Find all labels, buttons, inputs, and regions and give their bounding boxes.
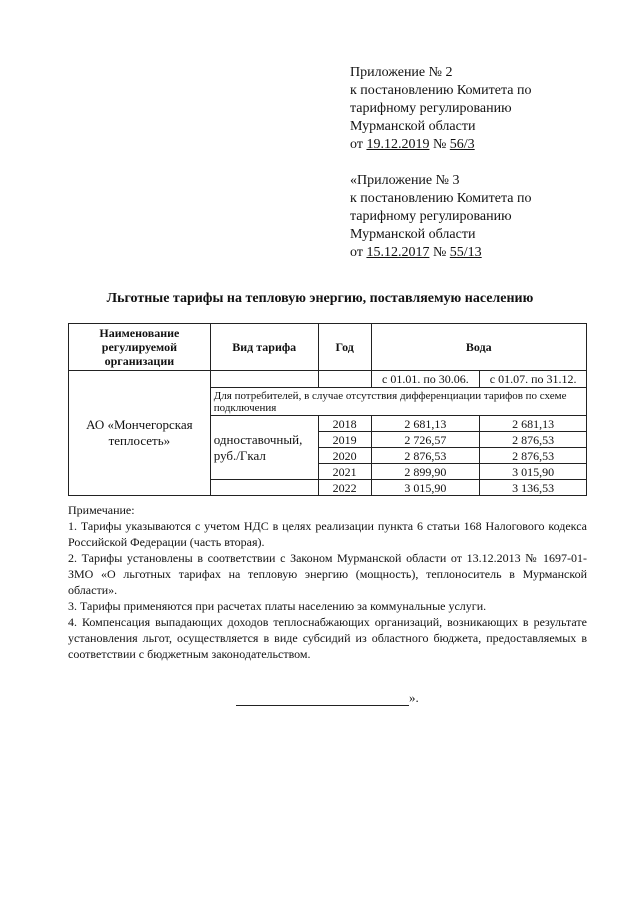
closing-line — [236, 690, 476, 706]
appendix-line: Приложение № 2 — [350, 65, 453, 80]
tariff-h1-cell: 2 726,57 — [371, 432, 480, 448]
appendix-line: «Приложение № 3 — [350, 173, 460, 188]
tariff-h1-cell: 2 899,90 — [371, 464, 480, 480]
organization-name: АО «Мончегорская теплосеть» — [69, 371, 211, 496]
appendix-line: тарифному регулированию — [350, 209, 512, 224]
table-periods-row — [69, 371, 587, 388]
resolution-date: 15.12.2017 — [366, 245, 430, 260]
resolution-date: 19.12.2019 — [366, 137, 430, 152]
appendix-date-line — [350, 136, 600, 154]
empty-cell — [318, 371, 371, 388]
tariff-type-value: одноставочный, руб./Гкал — [210, 416, 318, 480]
tariff-h2-cell: 3 136,53 — [480, 480, 587, 496]
header-water: Вода — [371, 324, 586, 371]
notes-section — [68, 502, 587, 662]
appendix-header-amended — [350, 172, 600, 262]
tariff-table — [68, 323, 587, 496]
table-header-row — [69, 324, 587, 371]
period-second-half: с 01.07. по 31.12. — [480, 371, 587, 388]
date-prefix: от — [350, 245, 367, 260]
empty-cell — [210, 480, 318, 496]
period-first-half: с 01.01. по 30.06. — [371, 371, 480, 388]
note-item: 2. Тарифы установлены в соответствии с Законом Мурманской области от 13.12.2013 № 1697-01-ЗМО «О льготных тарифах на тепловую энергию (мощность), теплоноситель в Мурманской области». — [68, 551, 587, 597]
notes-heading: Примечание: — [68, 503, 135, 517]
year-cell: 2018 — [318, 416, 371, 432]
number-prefix: № — [429, 245, 450, 260]
tariff-h1-cell: 2 681,13 — [371, 416, 480, 432]
appendix-header-current — [350, 64, 600, 154]
date-prefix: от — [350, 137, 367, 152]
number-prefix: № — [429, 137, 450, 152]
appendix-line: Мурманской области — [350, 227, 476, 242]
tariff-h2-cell: 2 681,13 — [480, 416, 587, 432]
appendix-date-line — [350, 244, 600, 262]
note-item: 3. Тарифы применяются при расчетах платы населению за коммунальные услуги. — [68, 599, 487, 613]
closing-quote: ». — [409, 690, 419, 705]
consumers-note: Для потребителей, в случае отсутствия дифференциации тарифов по схеме подключения — [210, 388, 586, 416]
year-cell: 2022 — [318, 480, 371, 496]
note-item: 4. Компенсация выпадающих доходов теплоснабжающих организаций, возникающих в результате установления льгот, осуществляется в виде субсидий из областного бюджета, предоставляемых в соответствии с бюджетным законодательством. — [68, 615, 587, 661]
tariff-h1-cell: 2 876,53 — [371, 448, 480, 464]
appendix-line: тарифному регулированию — [350, 101, 512, 116]
tariff-h2-cell: 2 876,53 — [480, 448, 587, 464]
tariff-h2-cell: 2 876,53 — [480, 432, 587, 448]
resolution-number: 55/13 — [449, 245, 482, 260]
header-year: Год — [318, 324, 371, 371]
empty-cell — [210, 371, 318, 388]
appendix-line: Мурманской области — [350, 119, 476, 134]
document-title: Льготные тарифы на тепловую энергию, поставляемую населению — [106, 291, 534, 306]
year-cell: 2019 — [318, 432, 371, 448]
header-organization: Наименование регулируемой организации — [69, 324, 211, 371]
appendix-line: к постановлению Комитета по — [350, 191, 532, 206]
header-tariff-type: Вид тарифа — [210, 324, 318, 371]
tariff-h1-cell: 3 015,90 — [371, 480, 480, 496]
year-cell: 2020 — [318, 448, 371, 464]
blank-line — [236, 693, 409, 706]
year-cell: 2021 — [318, 464, 371, 480]
appendix-line: к постановлению Комитета по — [350, 83, 532, 98]
tariff-h2-cell: 3 015,90 — [480, 464, 587, 480]
note-item: 1. Тарифы указываются с учетом НДС в целях реализации пункта 6 статьи 168 Налогового кодекса Российской Федерации (часть вторая). — [68, 519, 587, 549]
resolution-number: 56/3 — [449, 137, 475, 152]
